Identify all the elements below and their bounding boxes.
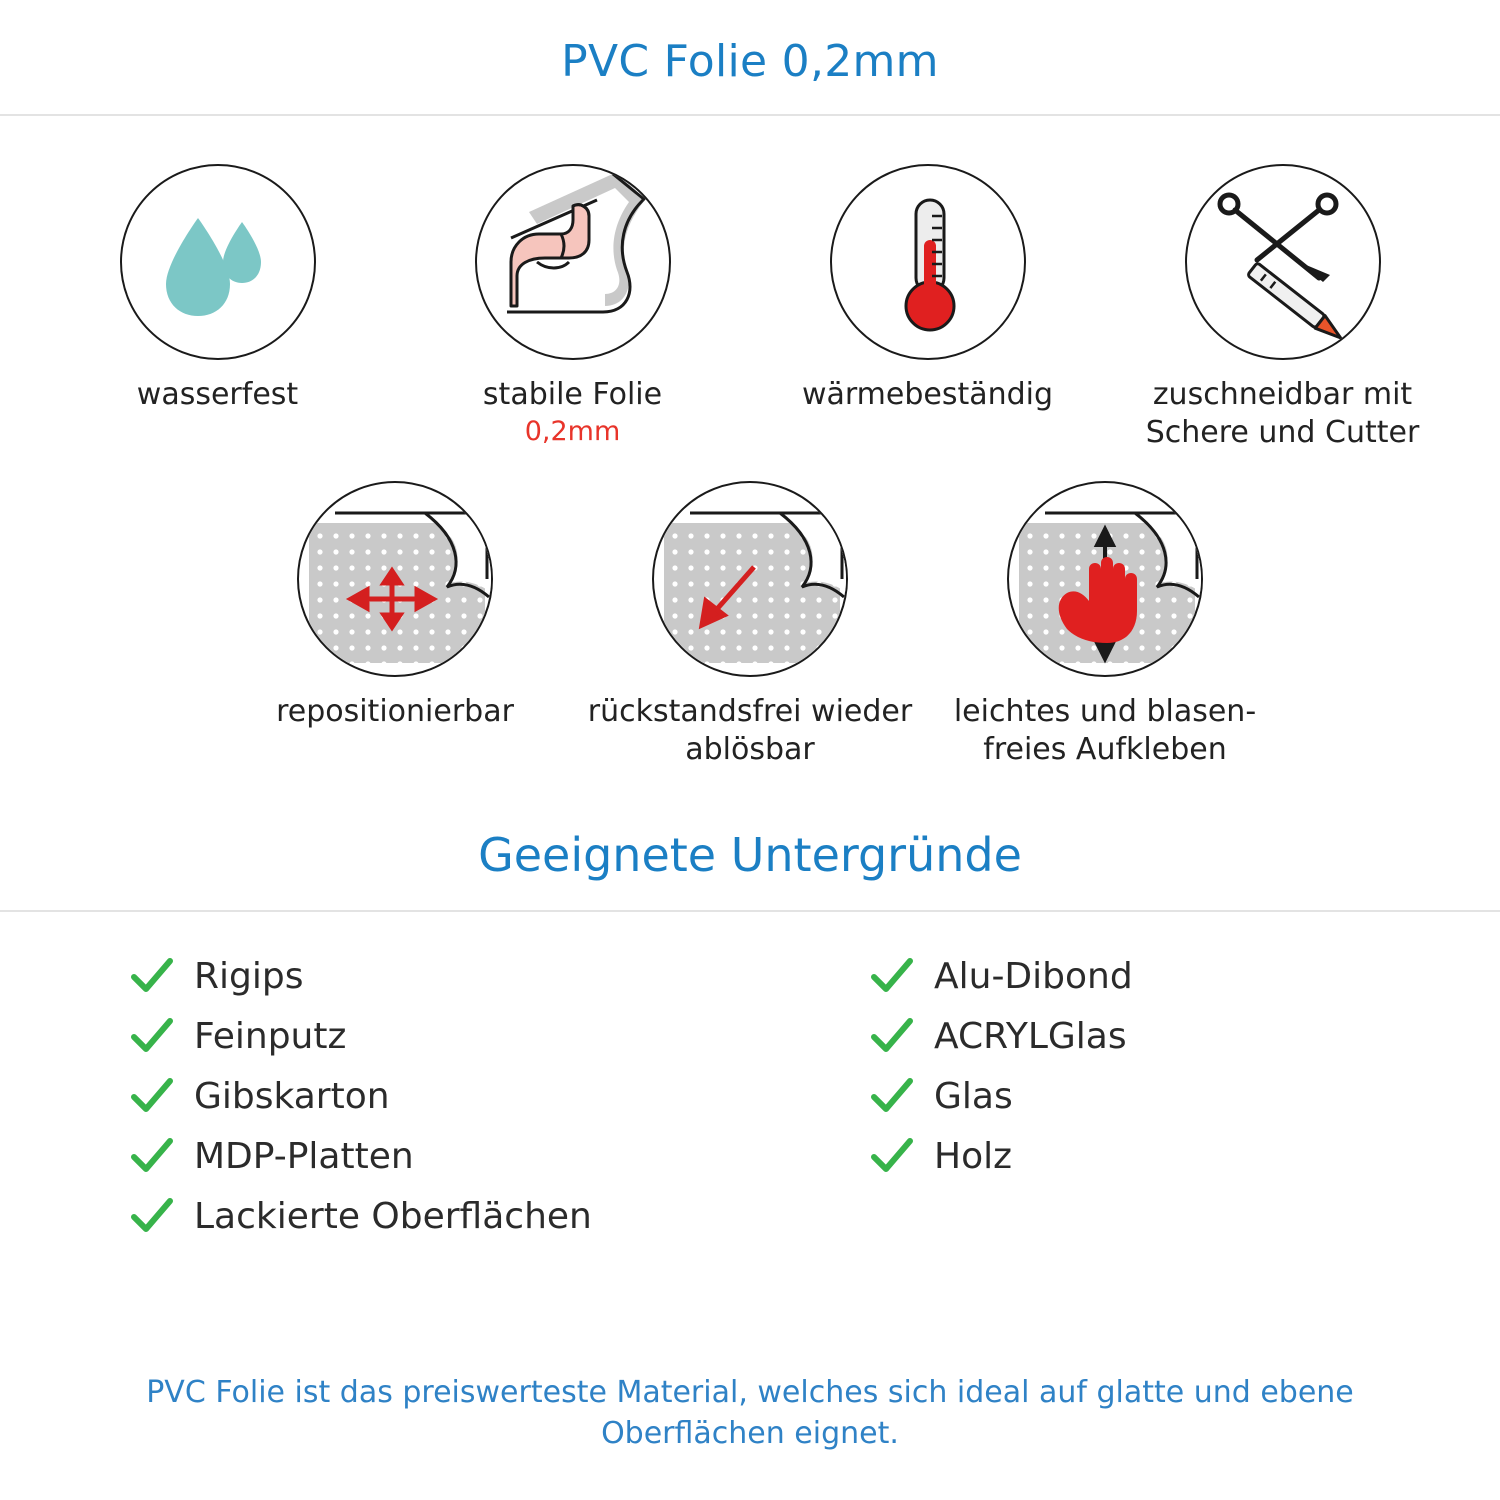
substrates-section <box>0 912 1500 1254</box>
footer-note: PVC Folie ist das preiswerteste Material, welches sich ideal auf glatte und ebene Oberflächen eignet. <box>146 1375 1354 1451</box>
substrate-label: Glas <box>934 1076 1013 1118</box>
check-icon <box>130 1197 174 1237</box>
check-icon <box>870 1137 914 1177</box>
list-item <box>130 1134 750 1180</box>
check-icon <box>130 957 174 997</box>
feature-aufkleben <box>928 481 1283 768</box>
substrate-label: Rigips <box>194 956 304 998</box>
feature-label: repositionierbar <box>276 694 514 730</box>
divider-top <box>0 114 1500 116</box>
check-icon <box>130 1077 174 1117</box>
substrate-label: ACRYLGlas <box>934 1016 1127 1058</box>
list-item <box>130 954 750 1000</box>
features-section <box>0 164 1500 768</box>
list-item <box>870 1134 1430 1180</box>
list-item <box>870 1074 1430 1120</box>
check-icon <box>130 1137 174 1177</box>
scissors-cutter-icon <box>1185 164 1381 360</box>
feature-label: leichtes und blasen-freies Aufkleben <box>953 694 1257 767</box>
hand-smoothing-icon <box>1007 481 1203 677</box>
check-icon <box>870 1077 914 1117</box>
water-drops-icon <box>120 164 316 360</box>
feature-repositionierbar <box>218 481 573 731</box>
feature-label: wärmebeständig <box>801 377 1054 413</box>
feature-waermebestaendig <box>750 164 1105 414</box>
list-item <box>870 954 1430 1000</box>
substrate-label: MDP-Platten <box>194 1136 414 1178</box>
feature-label: zuschneidbar mit Schere und Cutter <box>1145 377 1420 450</box>
substrate-label: Gibskarton <box>194 1076 390 1118</box>
substrate-label: Feinputz <box>194 1016 347 1058</box>
features-row-1 <box>40 164 1460 451</box>
list-item <box>870 1014 1430 1060</box>
feature-wasserfest <box>40 164 395 414</box>
substrates-column-left <box>130 954 750 1254</box>
feature-zuschneidbar <box>1105 164 1460 451</box>
peel-off-arrow-icon <box>652 481 848 677</box>
thermometer-icon <box>830 164 1026 360</box>
list-item <box>130 1194 750 1240</box>
list-item <box>130 1074 750 1120</box>
substrates-column-right <box>750 954 1430 1254</box>
substrate-label: Holz <box>934 1136 1012 1178</box>
page-title: PVC Folie 0,2mm <box>561 36 939 87</box>
flexing-arm-film-icon <box>475 164 671 360</box>
feature-stabile-folie <box>395 164 750 448</box>
reposition-arrows-icon <box>297 481 493 677</box>
list-item <box>130 1014 750 1060</box>
feature-rueckstandsfrei <box>573 481 928 768</box>
substrate-label: Lackierte Oberflächen <box>194 1196 592 1238</box>
substrates-heading: Geeignete Untergründe <box>478 828 1022 883</box>
check-icon <box>870 957 914 997</box>
feature-label: rückstandsfrei wieder ablösbar <box>587 694 913 767</box>
feature-sublabel: 0,2mm <box>524 415 621 447</box>
check-icon <box>130 1017 174 1057</box>
substrate-label: Alu-Dibond <box>934 956 1133 998</box>
feature-label: wasserfest <box>136 377 299 413</box>
check-icon <box>870 1017 914 1057</box>
feature-label: stabile Folie <box>482 377 663 413</box>
features-row-2 <box>40 481 1460 768</box>
